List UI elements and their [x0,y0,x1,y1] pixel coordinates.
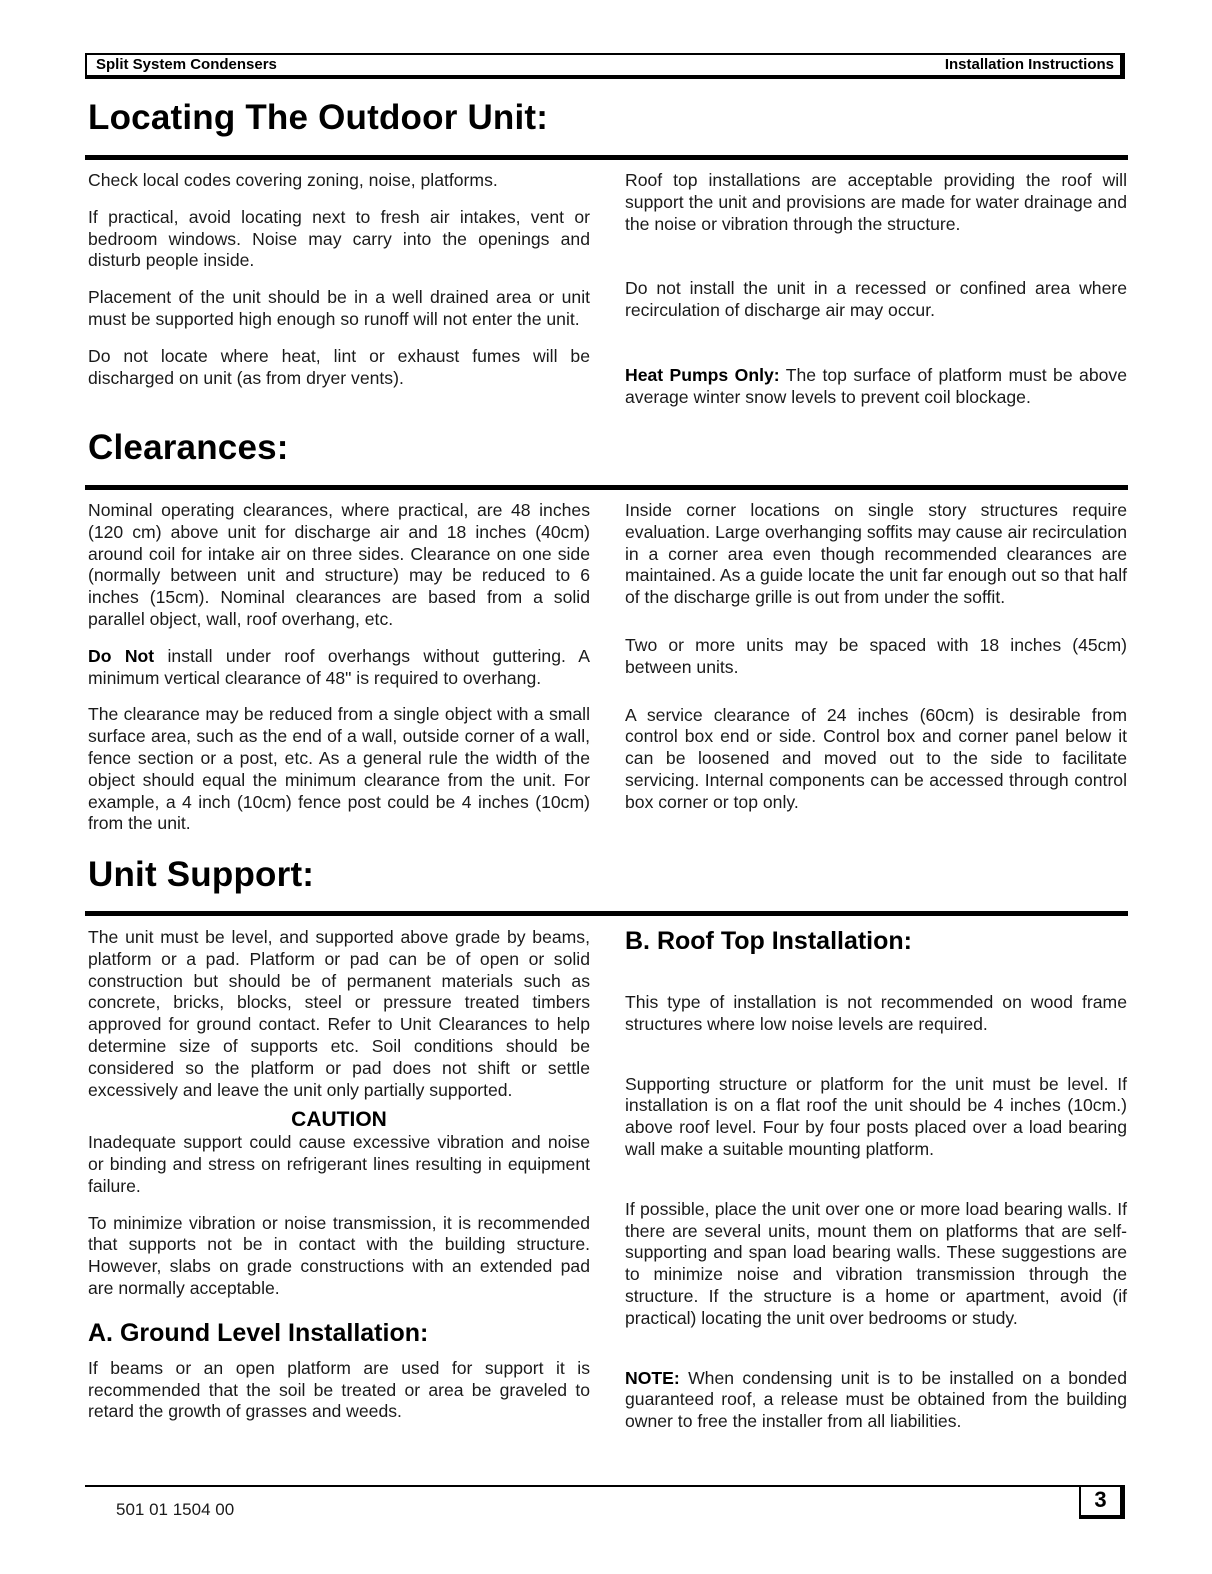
locating-right-column [625,170,1127,424]
section-rule [85,911,1128,916]
paragraph: The unit must be level, and supported above grade by beams, platform or a pad. Platform or pad can be of open or solid construction but should be of permanent materials such as concrete, bricks, blocks, steel or pressure treated timbers approved for ground contact. Refer to Unit Clearances to help determine size of supports etc. Soil conditions should be considered so the platform or pad does not shift or settle excessively and leave the unit only partially supported. [88,927,590,1100]
paragraph: This type of installation is not recommended on wood frame structures where low noise levels are required. [625,992,1127,1034]
caution-text: Inadequate support could cause excessive vibration and noise or binding and stress on refrigerant lines resulting in equipment failure. [88,1132,590,1196]
paragraph: If beams or an open platform are used for support it is recommended that the soil be treated or area be graveled to retard the growth of grasses and weeds. [88,1357,590,1422]
locating-left-column [88,170,590,404]
do-not-text: install under roof overhangs without guttering. A minimum vertical clearance of 48" is required to overhang. [88,645,591,688]
caution-heading: CAUTION [291,1108,387,1132]
running-header-right: Installation Instructions [944,56,1114,73]
do-not-label: Do Not [88,645,155,666]
note-text: When condensing unit is to be installed on a bonded guaranteed roof, a release must be obtained from the building owner to free the installer from all liabilities. [625,1367,1127,1432]
paragraph: Inside corner locations on single story structures require evaluation. Large overhanging soffits may cause air recirculation in a corner area even though recommended clearances are maintained. As a guide locate the unit far enough out so that half of the discharge grille is out from under the soffit. [625,500,1127,608]
note-paragraph [625,1368,1127,1433]
footer-rule [85,1485,1125,1487]
section-rule [85,485,1128,490]
paragraph: To minimize vibration or noise transmission, it is recommended that supports not be in contact with the building structure. However, slabs on grade constructions with an extended pad are normally acceptable. [88,1212,590,1298]
paragraph: Nominal operating clearances, where practical, are 48 inches (120 cm) above unit for discharge air and 18 inches (40cm) around coil for intake air on three sides. Clearance on one side (normally between unit and structure) may be reduced to 6 inches (15cm). Nominal clearances are based from a solid parallel object, wall, roof overhang, etc. [88,500,590,629]
subsection-title-ground: A. Ground Level Installation: [88,1318,429,1347]
clearances-right-column [625,500,1127,829]
support-left-column [88,927,590,1438]
note-label: NOTE: [625,1367,680,1388]
section-title-clearances: Clearances: [88,428,289,467]
heat-pumps-text: The top surface of platform must be above average winter snow levels to prevent coil blockage. [625,364,1127,407]
paragraph: Roof top installations are acceptable providing the roof will support the unit and provisions are made for water drainage and the noise or vibration through the structure. [625,170,1127,234]
clearances-left-column [88,500,590,850]
do-not-paragraph [88,646,590,690]
paragraph: A service clearance of 24 inches (60cm) is desirable from control box end or side. Control box and corner panel below it can be loosened and moved out to the side to facilitate servicing. Internal components can be accessed through control box corner or top only. [625,704,1127,812]
paragraph: Two or more units may be spaced with 18 inches (45cm) between units. [625,634,1127,677]
page-number: 3 [1079,1487,1125,1519]
running-header-left: Split System Condensers [96,56,277,73]
paragraph: If possible, place the unit over one or more load bearing walls. If there are several units, mount them on platforms that are self-supporting and span load bearing walls. These suggestions are to minimize noise and vibration transmission through the structure. If the structure is a home or apartment, avoid (if practical) locating the unit over bedrooms or study. [625,1198,1127,1328]
heat-pumps-paragraph [625,365,1127,409]
subsection-title-roof: B. Roof Top Installation: [625,927,912,955]
section-rule [85,155,1128,160]
document-number: 501 01 1504 00 [116,1500,235,1519]
paragraph: The clearance may be reduced from a single object with a small surface area, such as the end of a wall, outside corner of a wall, fence section or a post, etc. As a general rule the width of the object should equal the minimum clearance from the unit. For example, a 4 inch (10cm) fence post could be 4 inches (10cm) from the unit. [88,704,590,834]
paragraph: Placement of the unit should be in a well drained area or unit must be supported high enough so runoff will not enter the unit. [88,287,590,329]
support-right-column [625,926,1127,1448]
heat-pumps-label: Heat Pumps Only: [625,364,780,385]
paragraph: Do not install the unit in a recessed or confined area where recirculation of discharge air may occur. [625,278,1127,321]
paragraph: Check local codes covering zoning, noise, platforms. [88,170,498,190]
paragraph: If practical, avoid locating next to fresh air intakes, vent or bedroom windows. Noise may carry into the openings and disturb people inside. [88,206,590,271]
section-title-locating: Locating The Outdoor Unit: [88,98,549,137]
section-title-unit-support: Unit Support: [88,855,315,894]
paragraph: Supporting structure or platform for the unit must be level. If installation is on a flat roof the unit should be 4 inches (10cm.) above roof level. Four by four posts placed over a load bearing wall make a suitable mounting platform. [625,1073,1127,1159]
paragraph: Do not locate where heat, lint or exhaust fumes will be discharged on unit (as from dryer vents). [88,345,590,388]
